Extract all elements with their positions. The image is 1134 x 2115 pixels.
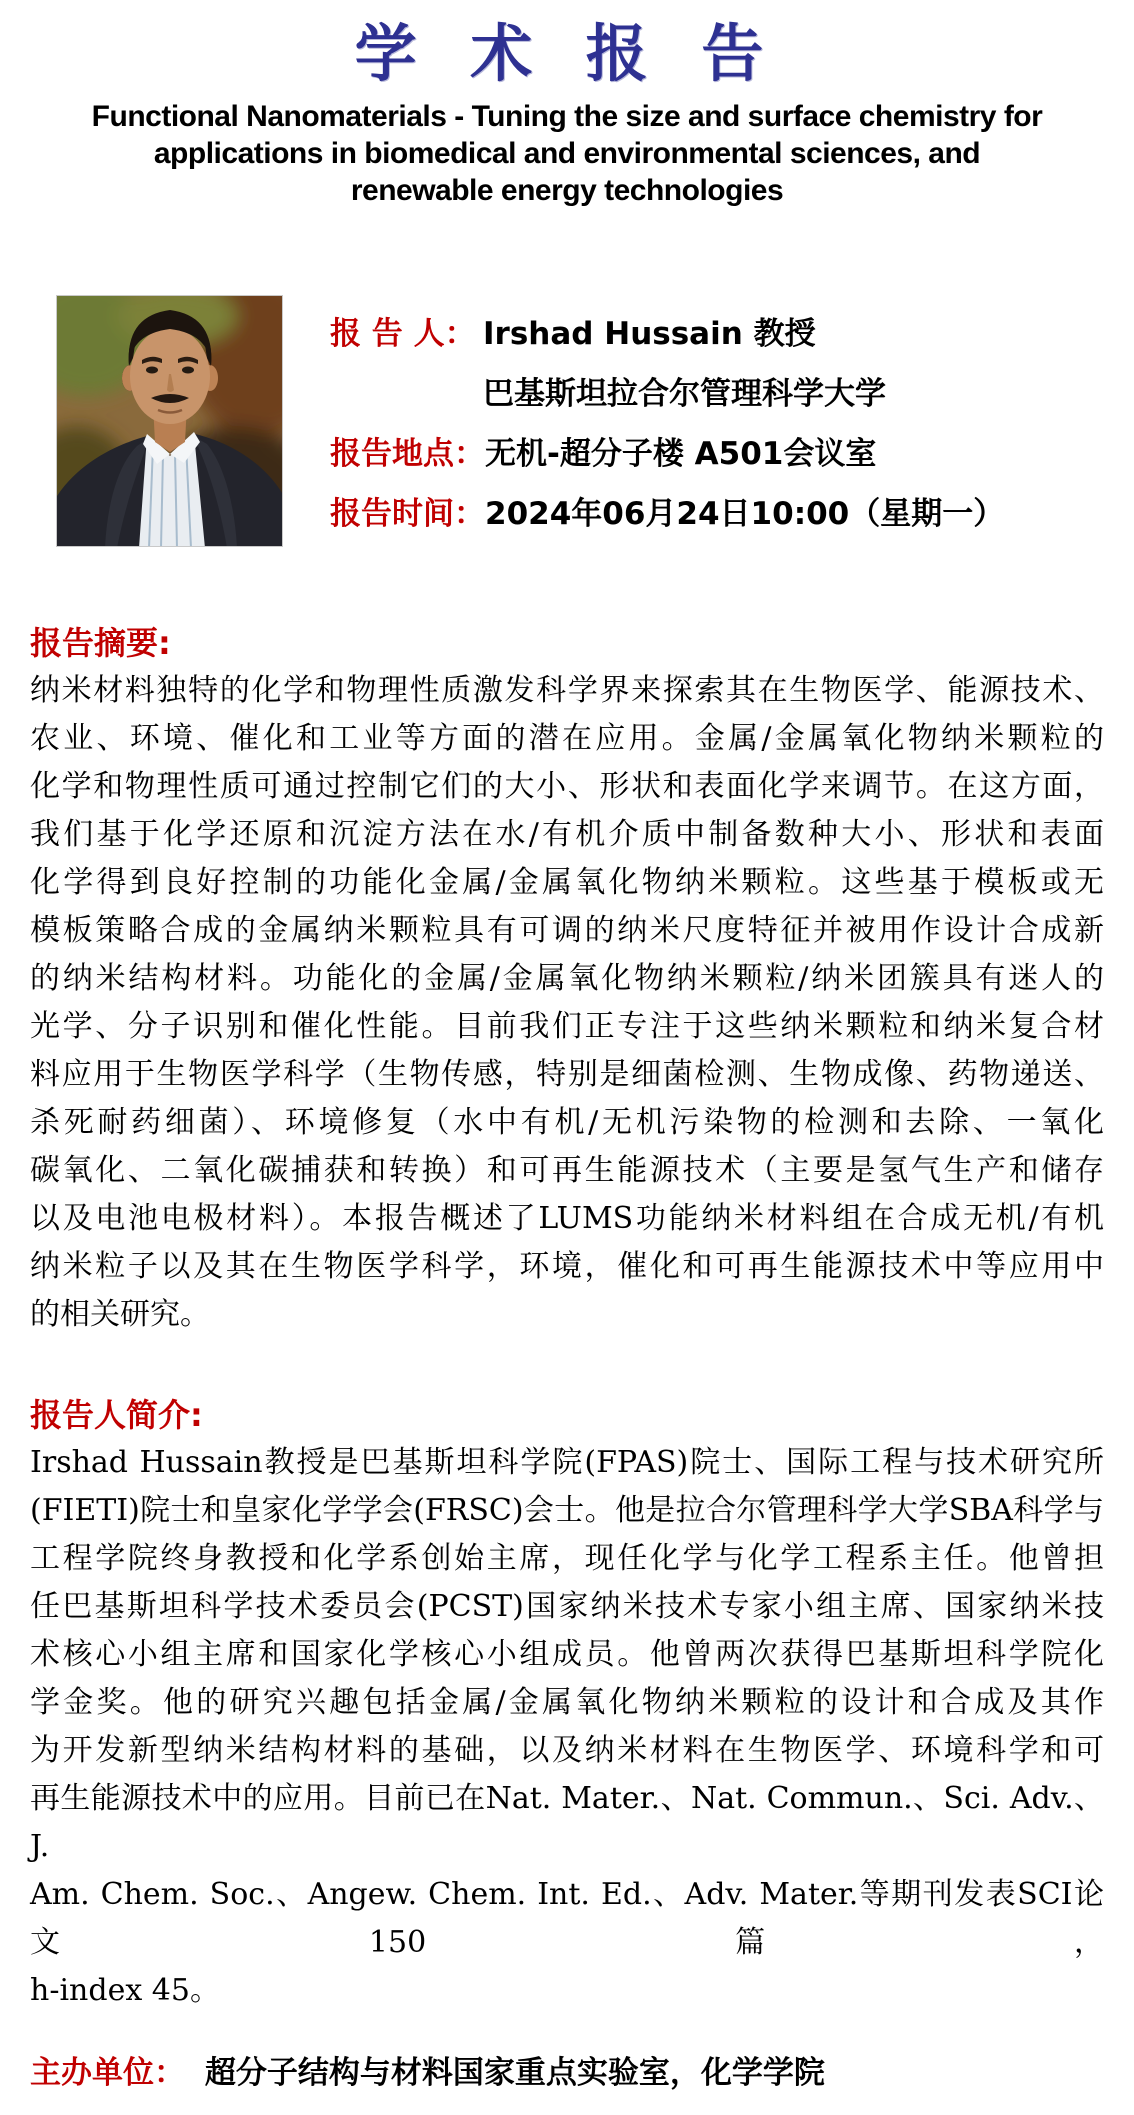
abstract-line: 纳米材料独特的化学和物理性质激发科学界来探索其在生物医学、能源技术、: [30, 673, 1104, 708]
page-title: 学 术 报 告: [354, 17, 780, 90]
bio-line: Am. Chem. Soc.、Angew. Chem. Int. Ed.、Adv. Mater.等期刊发表SCI论文150篇，: [30, 1877, 1104, 1960]
info-value: 2024年06月24日10:00（星期一）: [485, 496, 1005, 532]
abstract-line: 模板策略合成的金属纳米颗粒具有可调的纳米尺度特征并被用作设计合成新: [30, 913, 1104, 948]
speaker-section: [30, 293, 1104, 551]
info-label: 报告地点：: [330, 436, 485, 472]
abstract-line: 的纳米结构材料。功能化的金属/金属氧化物纳米颗粒/纳米团簇具有迷人的: [30, 961, 1104, 996]
info-row: [330, 375, 1104, 414]
abstract-line: 光学、分子识别和催化性能。目前我们正专注于这些纳米颗粒和纳米复合材: [30, 1009, 1104, 1044]
abstract-line: 料应用于生物医学科学（生物传感，特别是细菌检测、生物成像、药物递送、: [30, 1057, 1104, 1092]
info-value: 无机-超分子楼 A501会议室: [485, 436, 877, 472]
talk-title-line: applications in biomedical and environmental sciences, and: [153, 137, 981, 170]
info-row: [330, 435, 1104, 474]
info-row: [330, 495, 1104, 534]
abstract-line: 的相关研究。: [30, 1297, 210, 1332]
organizer-value: 超分子结构与材料国家重点实验室，化学学院: [204, 2055, 825, 2091]
bio-line: h-index 45。: [30, 1973, 220, 2008]
organizer-label: 主办单位：: [30, 2055, 185, 2091]
info-label: 报 告 人：: [330, 316, 476, 352]
abstract-line: 化学得到良好控制的功能化金属/金属氧化物纳米颗粒。这些基于模板或无: [30, 865, 1104, 900]
abstract-line: 杀死耐药细菌）、环境修复（水中有机/无机污染物的检测和去除、一氧化: [30, 1105, 1104, 1140]
abstract-line: 碳氧化、二氧化碳捕获和转换）和可再生能源技术（主要是氢气生产和储存: [30, 1153, 1104, 1188]
speaker-info: [330, 315, 1104, 555]
abstract-heading: 报告摘要:: [30, 624, 171, 662]
info-label: 报告时间：: [330, 496, 485, 532]
bio-line: 为开发新型纳米结构材料的基础，以及纳米材料在生物医学、环境科学和可: [30, 1733, 1104, 1768]
bio-line: 术核心小组主席和国家化学核心小组成员。他曾两次获得巴基斯坦科学院化: [30, 1637, 1104, 1672]
info-value: 巴基斯坦拉合尔管理科学大学: [483, 376, 886, 412]
bio-line: 任巴基斯坦科学技术委员会(PCST)国家纳米技术专家小组主席、国家纳米技: [30, 1589, 1104, 1624]
info-value: Irshad Hussain 教授: [483, 316, 816, 352]
bio-line: 再生能源技术中的应用。目前已在Nat. Mater.、Nat. Commun.、Sci. Adv.、J.: [30, 1781, 1104, 1864]
bio-heading: 报告人简介:: [30, 1396, 203, 1434]
info-row: [330, 315, 1104, 354]
bio-line: 工程学院终身教授和化学系创始主席，现任化学与化学工程系主任。他曾担: [30, 1541, 1104, 1576]
abstract-line: 纳米粒子以及其在生物医学科学，环境，催化和可再生能源技术中等应用中: [30, 1249, 1104, 1284]
abstract-line: 化学和物理性质可通过控制它们的大小、形状和表面化学来调节。在这方面，: [30, 769, 1104, 804]
bio-text: [30, 1439, 1104, 2015]
abstract-line: 以及电池电极材料）。本报告概述了LUMS功能纳米材料组在合成无机/有机: [30, 1201, 1104, 1236]
abstract-line: 我们基于化学还原和沉淀方法在水/有机介质中制备数种大小、形状和表面: [30, 817, 1104, 852]
organizer-line: [30, 2051, 1104, 2095]
bio-line: Irshad Hussain教授是巴基斯坦科学院(FPAS)院士、国际工程与技术研究所: [30, 1445, 1104, 1480]
bio-line: (FIETI)院士和皇家化学学会(FRSC)会士。他是拉合尔管理科学大学SBA科学与: [30, 1493, 1104, 1528]
speaker-portrait-image: [57, 296, 283, 547]
talk-title-line: Functional Nanomaterials - Tuning the size and surface chemistry for: [91, 100, 1043, 133]
talk-title-line: renewable energy technologies: [350, 174, 784, 207]
abstract-text: [30, 667, 1104, 1339]
speaker-photo: [56, 295, 283, 547]
bio-line: 学金奖。他的研究兴趣包括金属/金属氧化物纳米颗粒的设计和合成及其作: [30, 1685, 1104, 1720]
talk-title: [30, 98, 1104, 209]
abstract-line: 农业、环境、催化和工业等方面的潜在应用。金属/金属氧化物纳米颗粒的: [30, 721, 1104, 756]
